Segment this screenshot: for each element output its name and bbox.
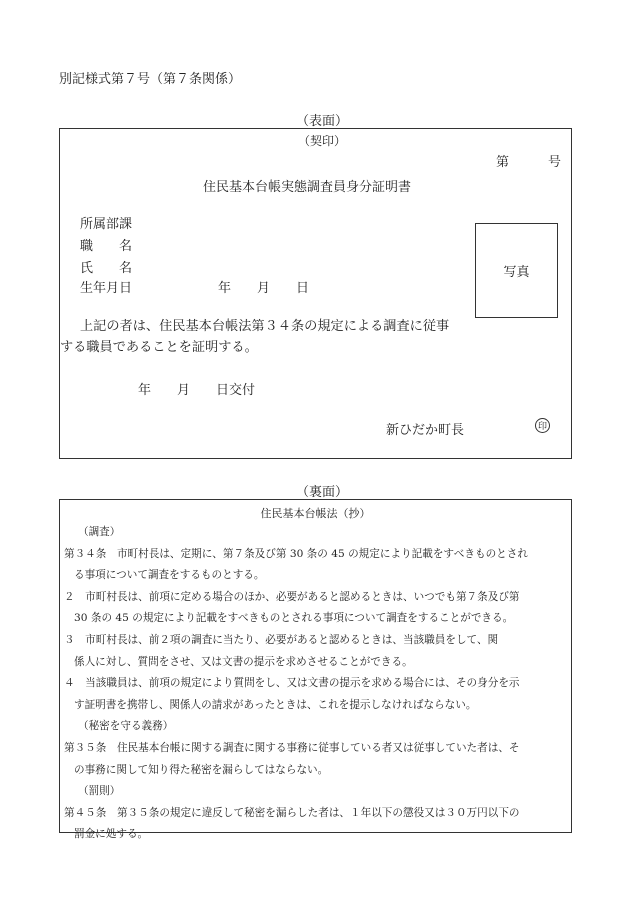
law-line: ４ 当該職員は、前項の規定により質問をし、又は文書の提示を求める場合には、その身分を示 (64, 677, 520, 690)
law-title: 住民基本台帳法（抄） (260, 507, 371, 520)
law-line: 第３５条 住民基本台帳に関する調査に関する事務に従事している者又は従事していた者は、そ (64, 741, 520, 754)
field-name: 氏 名 (80, 261, 133, 276)
law-line: ２ 市町村長は、前項に定める場合のほか、必要があると認めるときは、いつでも第７条及び第 (64, 590, 520, 603)
form-title: 別記様式第７号（第７条関係） (59, 72, 242, 87)
mayor-title: 新ひだか町長 (386, 423, 465, 438)
law-line: 係人に対し、質問をさせ、又は文書の提示を求めさせることができる。 (74, 655, 413, 668)
photo-box (475, 223, 558, 318)
law-line: ３ 市町村長は、前２項の調査に当たり、必要があると認めるときは、当該職員をして、関 (64, 633, 499, 646)
law-line: 罰金に処する。 (74, 828, 149, 841)
back-side-label: （裏面） (296, 485, 349, 500)
issue-date: 年 月 日交付 (138, 383, 256, 398)
law-line: る事項について調査をするものとする。 (74, 569, 265, 582)
number-label: 第 号 (496, 155, 562, 170)
photo-label: 写真 (503, 265, 530, 280)
back-card (59, 499, 572, 841)
law-line: 第４５条 第３５条の規定に違反して秘密を漏らした者は、１年以下の懲役又は３０万円以下の (64, 806, 520, 819)
field-position: 職 名 (80, 239, 133, 254)
front-card (59, 128, 572, 459)
birthdate-value: 年 月 日 (218, 281, 310, 296)
front-side-label: （表面） (296, 114, 349, 129)
field-department: 所属部課 (80, 217, 133, 232)
field-birthdate: 生年月日 (80, 281, 133, 296)
document-title: 住民基本台帳実態調査員身分証明書 (203, 180, 412, 195)
seal-stamp-icon: 印 (535, 418, 550, 433)
certification-line-1: 上記の者は、住民基本台帳法第３４条の規定による調査に従事 (80, 319, 450, 334)
law-line: 第３４条 市町村長は、定期に、第７条及び第 30 条の 45 の規定により記載をすべきものとされ (64, 547, 528, 560)
certification-text (60, 316, 480, 358)
law-body (64, 522, 569, 846)
law-heading: （秘密を守る義務） (78, 720, 174, 733)
seal-label: （契印） (298, 134, 347, 148)
law-line: 30 条の 45 の規定により記載をすべきものとされる事項について調査をすることができる。 (74, 612, 514, 625)
law-line: す証明書を携帯し、関係人の請求があったときは、これを提示しなければならない。 (74, 698, 477, 711)
law-heading: （罰則） (78, 785, 121, 798)
law-heading: （調査） (78, 526, 121, 538)
certification-line-2: する職員であることを証明する。 (60, 340, 258, 355)
law-line: の事務に関して知り得た秘密を漏らしてはならない。 (74, 763, 329, 776)
